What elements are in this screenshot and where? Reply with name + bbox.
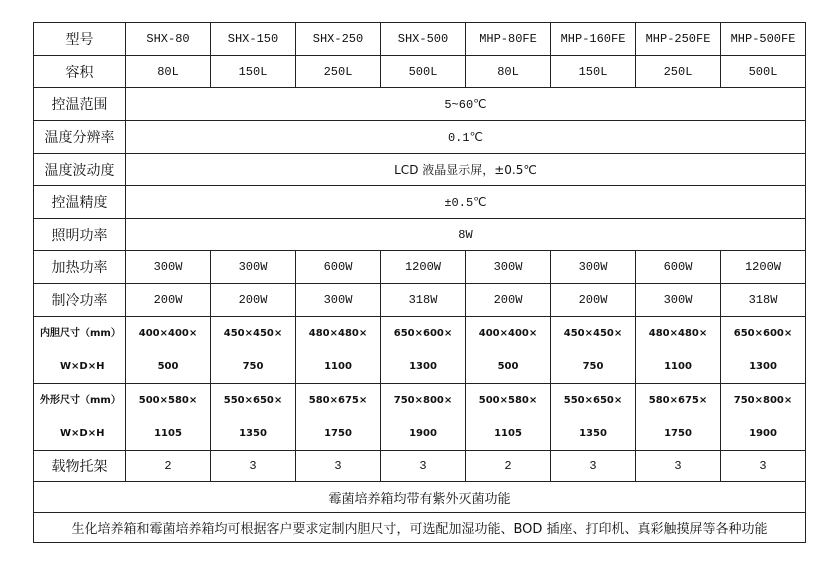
outer-size-line1: 500×580× [138, 395, 198, 406]
heating-power-cell: 1200W [381, 251, 466, 284]
outer-size-line1: 580×675× [648, 395, 708, 406]
capacity-row [34, 56, 806, 88]
inner-size-cell [721, 317, 806, 384]
temp-accuracy-row [34, 186, 806, 219]
cooling-power-cell: 200W [551, 284, 636, 317]
cooling-power-cell: 200W [126, 284, 211, 317]
model-row [34, 23, 806, 56]
cooling-power-cell: 300W [636, 284, 721, 317]
outer-size-line2: 1350 [579, 428, 607, 439]
cooling-power-cell: 318W [721, 284, 806, 317]
outer-size-label-line2: W×D×H [60, 428, 105, 439]
model-cell: MHP-80FE [466, 23, 551, 56]
inner-size-cell [381, 317, 466, 384]
model-cell: SHX-80 [126, 23, 211, 56]
inner-size-cell [296, 317, 381, 384]
shelves-label: 载物托架 [34, 451, 126, 482]
cooling-power-cell: 200W [211, 284, 296, 317]
shelves-cell: 3 [211, 451, 296, 482]
heating-power-cell: 300W [466, 251, 551, 284]
shelves-cell: 3 [381, 451, 466, 482]
model-cell: MHP-160FE [551, 23, 636, 56]
temp-resolution-value: 0.1℃ [126, 121, 806, 154]
temp-resolution-row [34, 121, 806, 154]
capacity-cell: 80L [466, 56, 551, 88]
inner-size-line2: 1300 [409, 361, 437, 372]
inner-size-line2: 1100 [324, 361, 352, 372]
temp-resolution-label: 温度分辨率 [34, 121, 126, 154]
temp-accuracy-value: ±0.5℃ [126, 186, 806, 219]
inner-size-line2: 750 [582, 361, 604, 372]
outer-size-label-line1: 外形尺寸（mm） [40, 395, 121, 406]
temp-fluctuation-value: LCD 液晶显示屏，±0.5℃ [126, 154, 806, 186]
inner-size-line1: 450×450× [563, 328, 623, 339]
model-cell: SHX-150 [211, 23, 296, 56]
shelves-cell: 2 [466, 451, 551, 482]
outer-size-line2: 1105 [154, 428, 182, 439]
outer-size-line2: 1350 [239, 428, 267, 439]
inner-size-cell [551, 317, 636, 384]
capacity-cell: 150L [551, 56, 636, 88]
outer-size-line1: 500×580× [478, 395, 538, 406]
custom-note: 生化培养箱和霉菌培养箱均可根据客户要求定制内胆尺寸，可选配加湿功能、BOD 插座、打印机、真彩触摸屏等各种功能 [34, 513, 806, 543]
outer-size-cell [551, 384, 636, 451]
inner-size-line1: 400×400× [138, 328, 198, 339]
shelves-cell: 3 [296, 451, 381, 482]
inner-size-cell [211, 317, 296, 384]
capacity-cell: 150L [211, 56, 296, 88]
model-cell: MHP-500FE [721, 23, 806, 56]
lighting-power-row [34, 219, 806, 251]
inner-size-line1: 480×480× [308, 328, 368, 339]
cooling-power-cell: 318W [381, 284, 466, 317]
shelves-row [34, 451, 806, 482]
capacity-cell: 250L [296, 56, 381, 88]
outer-size-line2: 1105 [494, 428, 522, 439]
temp-fluctuation-label: 温度波动度 [34, 154, 126, 186]
inner-size-line1: 480×480× [648, 328, 708, 339]
shelves-cell: 3 [636, 451, 721, 482]
mold-uv-note: 霉菌培养箱均带有紫外灭菌功能 [34, 482, 806, 513]
capacity-cell: 80L [126, 56, 211, 88]
inner-size-line2: 500 [497, 361, 519, 372]
outer-size-cell [466, 384, 551, 451]
outer-size-row [34, 384, 806, 451]
outer-size-line1: 580×675× [308, 395, 368, 406]
temp-range-value: 5~60℃ [126, 88, 806, 121]
custom-row [34, 513, 806, 543]
temp-range-row [34, 88, 806, 121]
capacity-cell: 250L [636, 56, 721, 88]
cooling-power-label: 制冷功率 [34, 284, 126, 317]
capacity-cell: 500L [721, 56, 806, 88]
inner-size-label [34, 317, 126, 384]
outer-size-cell [636, 384, 721, 451]
model-cell: MHP-250FE [636, 23, 721, 56]
inner-size-cell [126, 317, 211, 384]
lighting-power-label: 照明功率 [34, 219, 126, 251]
inner-size-line1: 450×450× [223, 328, 283, 339]
temp-fluctuation-row [34, 154, 806, 186]
inner-size-label-line2: W×D×H [60, 361, 105, 372]
inner-size-line2: 750 [242, 361, 264, 372]
heating-power-cell: 300W [551, 251, 636, 284]
outer-size-line1: 550×650× [223, 395, 283, 406]
inner-size-label-line1: 内胆尺寸（mm） [40, 328, 121, 339]
heating-power-cell: 1200W [721, 251, 806, 284]
lighting-power-value: 8W [126, 219, 806, 251]
inner-size-line1: 650×600× [393, 328, 453, 339]
inner-size-line2: 1300 [749, 361, 777, 372]
outer-size-label [34, 384, 126, 451]
outer-size-line2: 1900 [409, 428, 437, 439]
outer-size-cell [381, 384, 466, 451]
model-cell: SHX-250 [296, 23, 381, 56]
mold-uv-row [34, 482, 806, 513]
shelves-cell: 3 [551, 451, 636, 482]
capacity-label: 容积 [34, 56, 126, 88]
inner-size-line2: 1100 [664, 361, 692, 372]
outer-size-line1: 750×800× [733, 395, 793, 406]
inner-size-line1: 400×400× [478, 328, 538, 339]
outer-size-line2: 1750 [324, 428, 352, 439]
inner-size-cell [466, 317, 551, 384]
model-label: 型号 [34, 23, 126, 56]
temp-accuracy-label: 控温精度 [34, 186, 126, 219]
outer-size-line2: 1900 [749, 428, 777, 439]
outer-size-line2: 1750 [664, 428, 692, 439]
cooling-power-cell: 300W [296, 284, 381, 317]
heating-power-cell: 600W [636, 251, 721, 284]
spec-table [33, 22, 806, 543]
heating-power-label: 加热功率 [34, 251, 126, 284]
heating-power-cell: 300W [126, 251, 211, 284]
capacity-cell: 500L [381, 56, 466, 88]
inner-size-line2: 500 [157, 361, 179, 372]
inner-size-line1: 650×600× [733, 328, 793, 339]
cooling-power-cell: 200W [466, 284, 551, 317]
shelves-cell: 2 [126, 451, 211, 482]
inner-size-row [34, 317, 806, 384]
heating-power-row [34, 251, 806, 284]
outer-size-cell [126, 384, 211, 451]
shelves-cell: 3 [721, 451, 806, 482]
outer-size-line1: 750×800× [393, 395, 453, 406]
outer-size-cell [211, 384, 296, 451]
cooling-power-row [34, 284, 806, 317]
heating-power-cell: 300W [211, 251, 296, 284]
model-cell: SHX-500 [381, 23, 466, 56]
outer-size-cell [721, 384, 806, 451]
outer-size-cell [296, 384, 381, 451]
outer-size-line1: 550×650× [563, 395, 623, 406]
inner-size-cell [636, 317, 721, 384]
heating-power-cell: 600W [296, 251, 381, 284]
temp-range-label: 控温范围 [34, 88, 126, 121]
